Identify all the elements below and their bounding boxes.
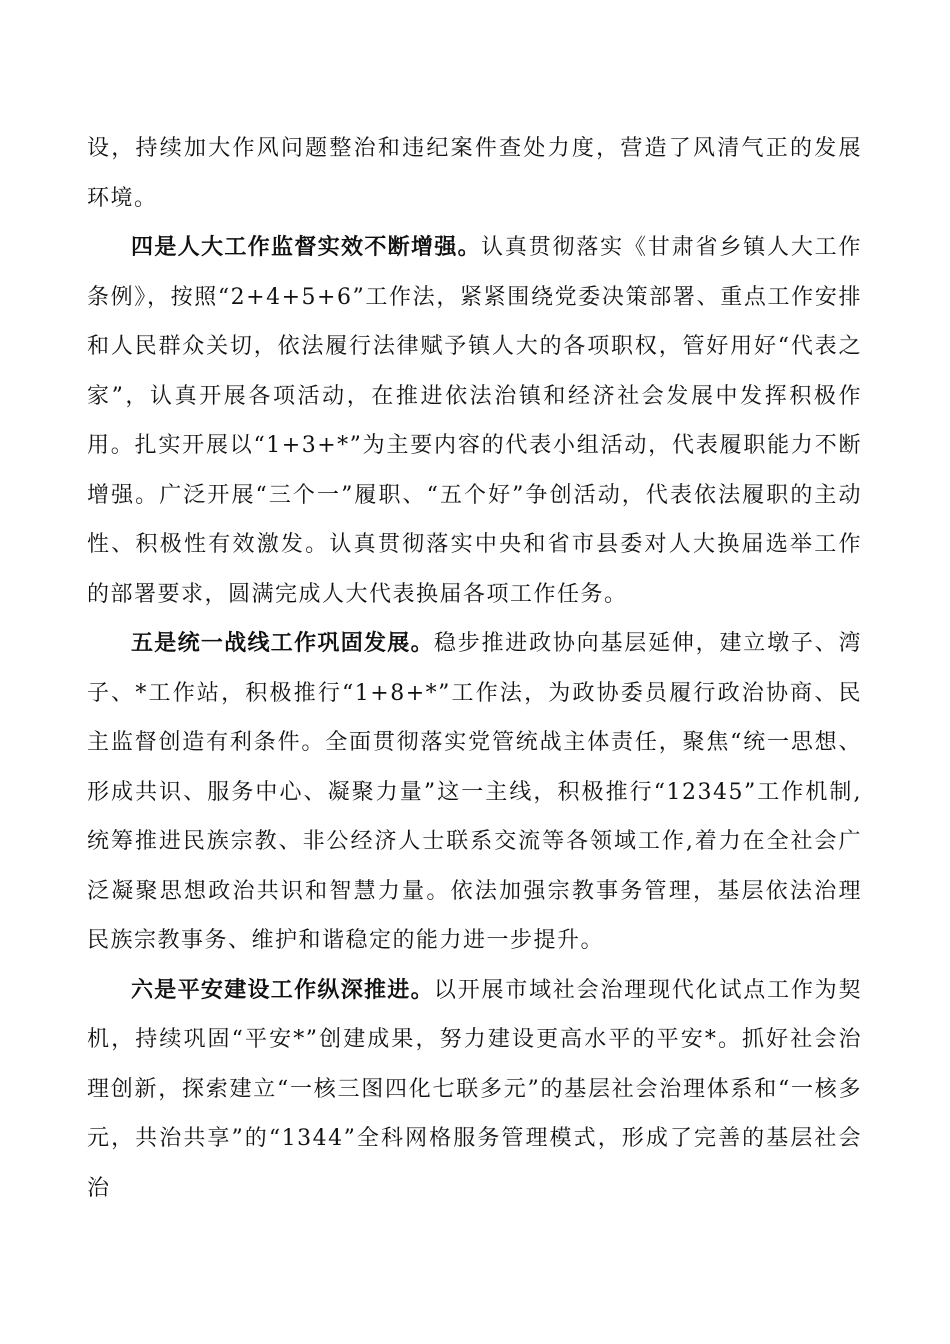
paragraph-body: 稳步推进政协向基层延伸，建立墩子、湾子、*工作站，积极推行“1+8+*”工作法，为政协委员履行政治协商、民主监督创造有利条件。全面贯彻落实党管统战主体责任，聚焦“统一思想、形成共识、服务中心、凝聚力量”这一主线，积极推行“12345”工作机制,统筹推进民族宗教、非公经济人士联系交流等各领域工作,着力在全社会广泛凝聚思想政治共识和智慧力量。依法加强宗教事务管理，基层依法治理民族宗教事务、维护和谐稳定的能力进一步提升。: [87, 631, 862, 953]
paragraph-united-front: [87, 619, 862, 966]
paragraph-body: 认真贯彻落实《甘肃省乡镇人大工作条例》，按照“2+4+5+6”工作法，紧紧围绕党委决策部署、重点工作安排和人民群众关切，依法履行法律赋予镇人大的各项职权，管好用好“代表之家”，认真开展各项活动，在推进依法治镇和经济社会发展中发挥积极作用。扎实开展以“1+3+*”为主要内容的代表小组活动，代表履职能力不断增强。广泛开展“三个一”履职、“五个好”争创活动，代表依法履职的主动性、积极性有效激发。认真贯彻落实中央和省市县委对人大换届选举工作的部署要求，圆满完成人大代表换届各项工作任务。: [87, 235, 862, 607]
paragraph-heading: 四是人大工作监督实效不断增强。: [131, 235, 481, 260]
paragraph-heading: 五是统一战线工作巩固发展。: [131, 631, 434, 656]
paragraph-continuation: [87, 124, 862, 223]
paragraph-heading: 六是平安建设工作纵深推进。: [131, 977, 434, 1003]
paragraph-body: 设，持续加大作风问题整治和违纪案件查处力度，营造了风清气正的发展环境。: [87, 136, 862, 211]
paragraph-public-safety: [87, 966, 862, 1214]
document-body: [87, 124, 862, 1213]
paragraph-people-congress: [87, 223, 862, 619]
paragraph-body: 以开展市域社会治理现代化试点工作为契机，持续巩固“平安*”创建成果，努力建设更高水平的平安*。抓好社会治理创新，探索建立“一核三图四化七联多元”的基层社会治理体系和“一核多元，共治共享”的“1344”全科网格服务管理模式，形成了完善的基层社会治: [87, 977, 862, 1201]
